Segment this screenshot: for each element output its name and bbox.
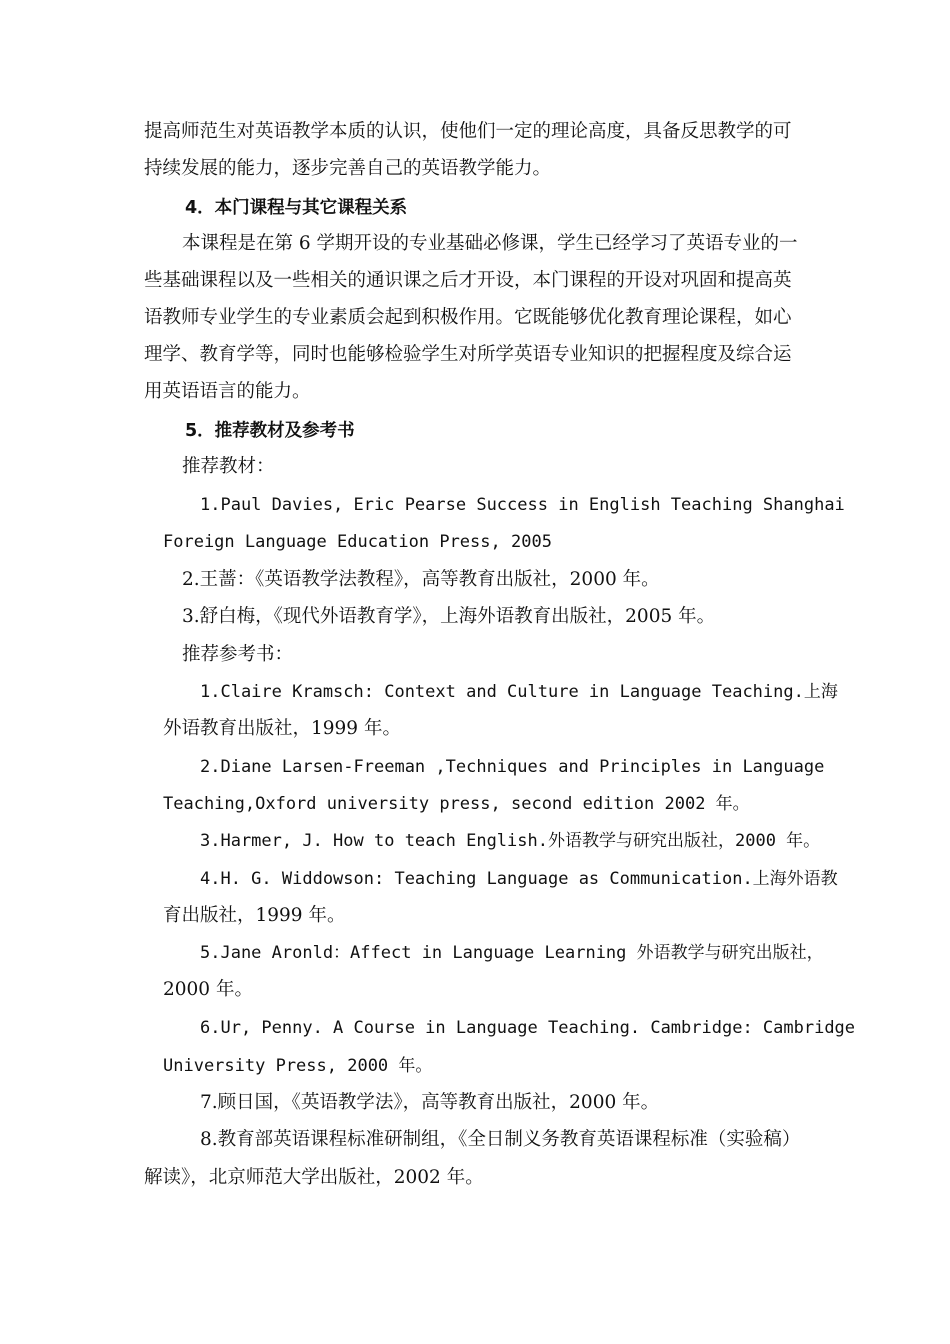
ref-3: 3.Harmer, J. How to teach English.外语教学与研究出版社，2000 年。 [200,831,821,851]
ref-1-line-2: 外语教育出版社，1999 年。 [163,718,401,739]
section-5-heading: 5．推荐教材及参考书 [185,421,355,441]
intro-line-1: 提高师范生对英语教学本质的认识，使他们一定的理论高度，具备反思教学的可 [144,121,792,142]
textbook-2: 2.王蔷：《英语教学法教程》，高等教育出版社，2000 年。 [182,569,660,590]
ref-5-line-2: 2000 年。 [163,979,253,1000]
section-4-line-4: 理学、教育学等，同时也能够检验学生对所学英语专业知识的把握程度及综合运 [144,344,792,365]
section-4-heading: 4．本门课程与其它课程关系 [185,198,408,218]
ref-6-line-2: University Press, 2000 年。 [163,1056,433,1076]
textbooks-label: 推荐教材： [182,456,275,477]
section-4-line-5: 用英语语言的能力。 [144,381,311,402]
ref-8-line-1: 8.教育部英语课程标准研制组，《全日制义务教育英语课程标准（实验稿） [200,1129,801,1150]
ref-1-line-1: 1.Claire Kramsch: Context and Culture in Language Teaching.上海 [200,682,838,702]
ref-8-line-2: 解读》，北京师范大学出版社，2002 年。 [144,1167,484,1188]
intro-line-2: 持续发展的能力，逐步完善自己的英语教学能力。 [144,158,552,179]
textbook-1-line-1: 1.Paul Davies, Eric Pearse Success in English Teaching Shanghai [200,495,845,515]
ref-7: 7.顾日国，《英语教学法》，高等教育出版社，2000 年。 [200,1092,660,1113]
section-4-line-3: 语教师专业学生的专业素质会起到积极作用。它既能够优化教育理论课程，如心 [144,307,792,328]
ref-2-line-1: 2.Diane Larsen-Freeman ,Techniques and Principles in Language [200,757,825,777]
ref-5-line-1: 5.Jane Aronld：Affect in Language Learning 外语教学与研究出版社， [200,943,824,963]
ref-4-line-2: 育出版社，1999 年。 [163,905,346,926]
section-4-line-2: 些基础课程以及一些相关的通识课之后才开设，本门课程的开设对巩固和提高英 [144,270,792,291]
textbook-1-line-2: Foreign Language Education Press, 2005 [163,532,552,552]
refs-label: 推荐参考书： [182,644,294,665]
ref-6-line-1: 6.Ur, Penny. A Course in Language Teaching. Cambridge: Cambridge [200,1018,856,1038]
ref-4-line-1: 4.H. G. Widdowson: Teaching Language as Communication.上海外语教 [200,869,838,889]
textbook-3: 3.舒白梅，《现代外语教育学》，上海外语教育出版社，2005 年。 [182,606,716,627]
ref-2-line-2: Teaching,Oxford university press, second edition 2002 年。 [163,794,750,814]
section-4-line-1: 本课程是在第 6 学期开设的专业基础必修课，学生已经学习了英语专业的一 [182,233,798,254]
